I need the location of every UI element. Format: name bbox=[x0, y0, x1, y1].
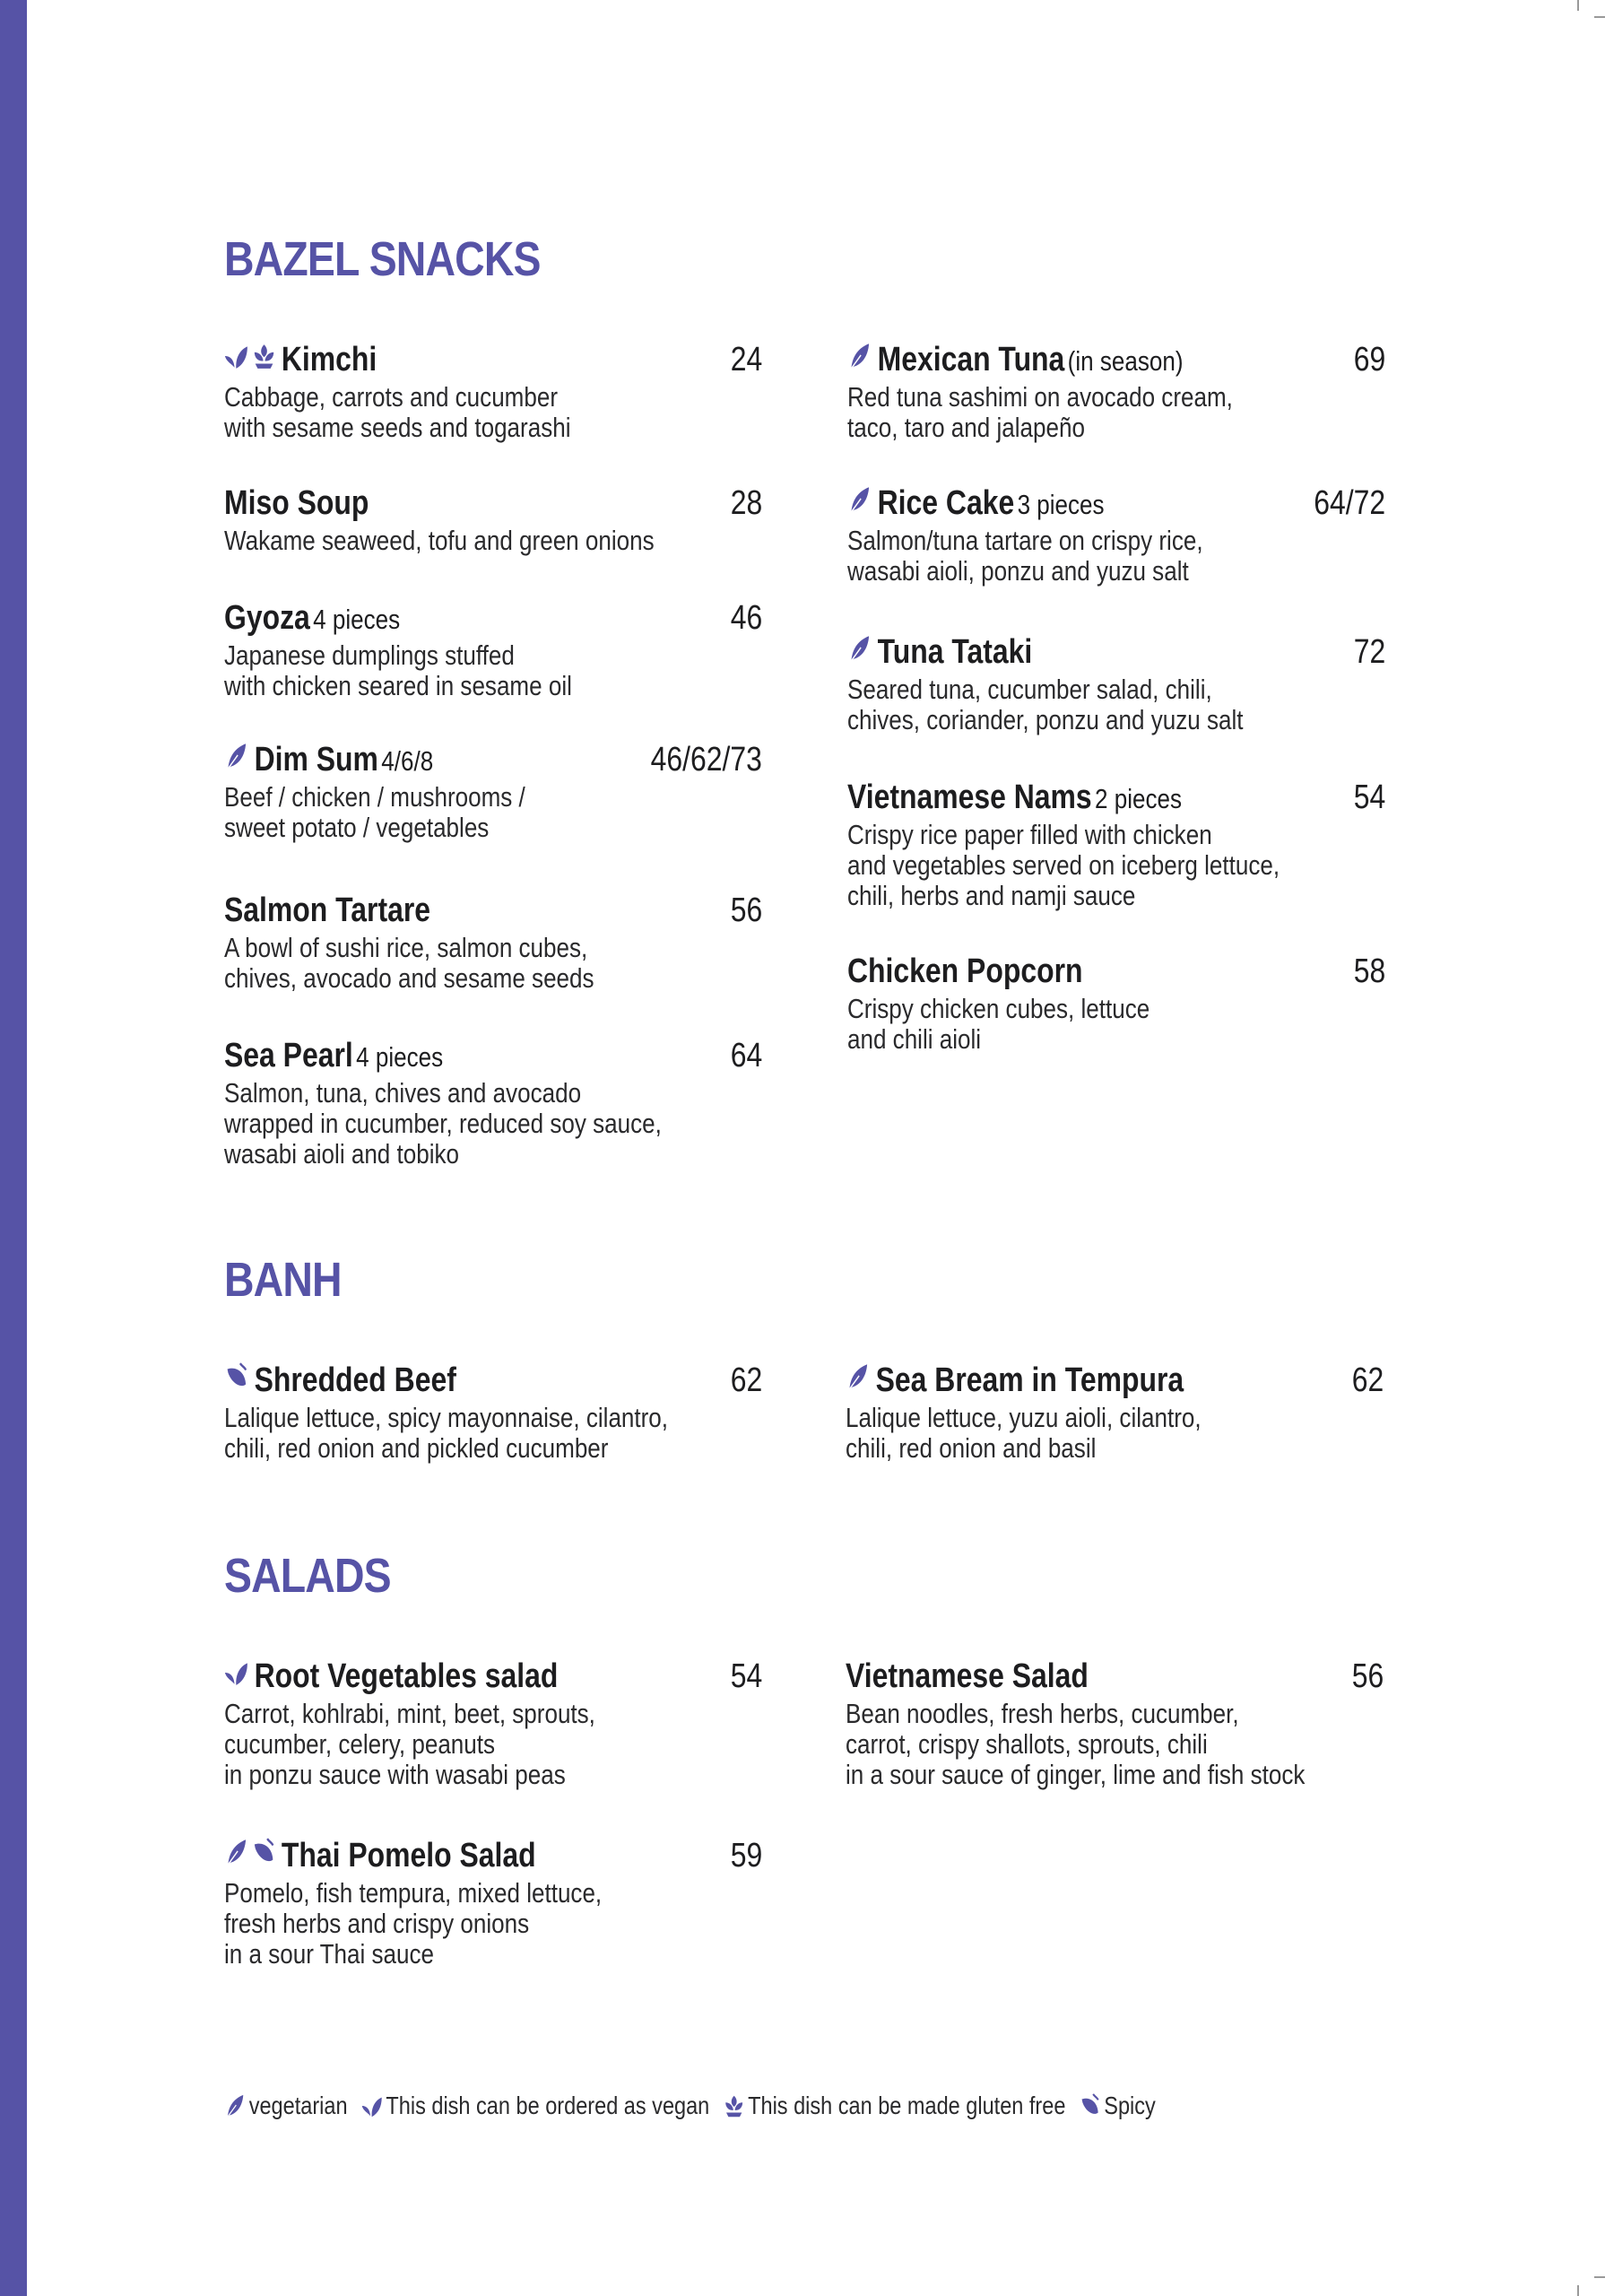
menu-item-name bbox=[847, 631, 1032, 674]
vegetarian-icon bbox=[224, 741, 250, 771]
menu-item-name bbox=[224, 1656, 558, 1699]
menu-item bbox=[224, 1656, 762, 1790]
menu-item-description: Beef / chicken / mushrooms / sweet potato / vegetables bbox=[224, 781, 525, 843]
vegetarian-icon bbox=[847, 341, 873, 371]
menu-item bbox=[847, 483, 1385, 587]
legend-entry bbox=[1080, 2086, 1156, 2126]
spicy-icon bbox=[1080, 2092, 1102, 2119]
menu-item-price: 56 bbox=[1351, 1657, 1384, 1695]
menu-item-header bbox=[224, 339, 762, 380]
menu-item bbox=[847, 777, 1385, 911]
dietary-icons bbox=[224, 1837, 278, 1878]
legend-entry bbox=[361, 2086, 710, 2126]
menu-item-description: Salmon/tuna tartare on crispy rice, wasabi aioli, ponzu and yuzu salt bbox=[847, 525, 1203, 587]
menu-item-title: Root Vegetables salad bbox=[254, 1657, 559, 1695]
menu-item-description: Wakame seaweed, tofu and green onions bbox=[224, 525, 655, 556]
menu-item bbox=[224, 890, 762, 994]
menu-item-title: Thai Pomelo Salad bbox=[281, 1837, 536, 1874]
menu-item-price: 62 bbox=[1351, 1361, 1384, 1399]
crop-mark bbox=[1594, 16, 1605, 18]
legend-entry bbox=[224, 2086, 348, 2126]
menu-item-price: 54 bbox=[1353, 778, 1385, 816]
dietary-legend bbox=[224, 2086, 1169, 2126]
menu-item-name bbox=[847, 483, 1105, 526]
menu-item-title: Gyoza bbox=[224, 599, 310, 637]
menu-item-name bbox=[846, 1360, 1184, 1403]
menu-item-name bbox=[224, 1835, 536, 1878]
menu-item-price: 46 bbox=[730, 599, 762, 637]
menu-item-quantity: 3 pieces bbox=[1017, 489, 1105, 520]
dietary-icons bbox=[224, 1361, 251, 1403]
menu-item-description: Lalique lettuce, spicy mayonnaise, cilantro, chili, red onion and pickled cucumber bbox=[224, 1402, 669, 1464]
menu-item-name bbox=[224, 739, 433, 782]
menu-item bbox=[224, 1835, 762, 1970]
menu-item-price: 64 bbox=[730, 1037, 762, 1074]
menu-item-description: Cabbage, carrots and cucumber with sesame seeds and togarashi bbox=[224, 381, 571, 443]
menu-item-price: 64/72 bbox=[1314, 484, 1385, 522]
menu-item bbox=[846, 1656, 1384, 1790]
menu-item-header bbox=[224, 1360, 762, 1401]
menu-item-price: 59 bbox=[730, 1837, 762, 1874]
left-accent-bar bbox=[0, 0, 27, 2296]
menu-item-header bbox=[847, 631, 1385, 673]
menu-item-quantity: (in season) bbox=[1067, 345, 1184, 377]
menu-item-title: Chicken Popcorn bbox=[847, 952, 1083, 990]
menu-item bbox=[847, 951, 1385, 1055]
menu-item bbox=[224, 739, 762, 843]
spicy-icon bbox=[251, 1837, 277, 1867]
dietary-icons bbox=[224, 741, 251, 782]
menu-item-name bbox=[224, 597, 400, 640]
menu-item-price: 28 bbox=[730, 484, 762, 522]
menu-item-header bbox=[224, 890, 762, 931]
vegetarian-icon bbox=[224, 1837, 250, 1867]
menu-item-header bbox=[224, 597, 762, 639]
menu-item-name bbox=[224, 1360, 456, 1403]
menu-item-price: 58 bbox=[1353, 952, 1385, 990]
vegan-icon bbox=[224, 341, 250, 371]
vegetarian-icon bbox=[847, 633, 873, 664]
legend-label: Spicy bbox=[1104, 2092, 1156, 2119]
gluten-free-icon bbox=[723, 2092, 745, 2119]
menu-item-description: Crispy rice paper filled with chicken and vegetables served on iceberg lettuce, chili, herbs and namji sauce bbox=[847, 819, 1280, 911]
menu-item bbox=[224, 1035, 762, 1170]
vegetarian-icon bbox=[847, 484, 873, 515]
menu-item bbox=[224, 597, 762, 701]
menu-item-description: Crispy chicken cubes, lettuce and chili aioli bbox=[847, 993, 1150, 1055]
menu-item-header bbox=[224, 1656, 762, 1697]
vegetarian-icon bbox=[224, 2092, 247, 2119]
menu-item-title: Vietnamese Nams bbox=[847, 778, 1092, 816]
menu-item-price: 56 bbox=[730, 891, 762, 929]
dietary-icons bbox=[847, 633, 874, 674]
menu-item-price: 69 bbox=[1353, 341, 1385, 378]
menu-item-description: Salmon, tuna, chives and avocado wrapped in cucumber, reduced soy sauce, wasabi aioli and tobiko bbox=[224, 1077, 662, 1170]
menu-item-price: 54 bbox=[730, 1657, 762, 1695]
menu-item-title: Mexican Tuna bbox=[877, 341, 1065, 378]
menu-item-title: Rice Cake bbox=[877, 484, 1015, 522]
menu-item-price: 62 bbox=[730, 1361, 762, 1399]
menu-item-name bbox=[224, 483, 369, 524]
legend-label: vegetarian bbox=[248, 2092, 348, 2119]
gluten-free-icon bbox=[251, 341, 277, 371]
menu-item-title: Salmon Tartare bbox=[224, 891, 431, 929]
legend-label: This dish can be made gluten free bbox=[748, 2092, 1066, 2119]
menu-item-name bbox=[224, 1035, 443, 1078]
menu-page bbox=[224, 0, 1390, 2296]
menu-item-title: Tuna Tataki bbox=[877, 633, 1033, 671]
crop-mark bbox=[1577, 2285, 1579, 2296]
menu-item-title: Kimchi bbox=[281, 341, 377, 378]
menu-item bbox=[224, 483, 762, 556]
menu-item-header bbox=[224, 1035, 762, 1076]
menu-item-title: Shredded Beef bbox=[254, 1361, 456, 1399]
crop-mark bbox=[1577, 0, 1579, 11]
menu-item-price: 24 bbox=[730, 341, 762, 378]
vegan-icon bbox=[224, 1657, 250, 1688]
menu-item-price: 46/62/73 bbox=[650, 741, 762, 778]
dietary-icons bbox=[847, 341, 874, 382]
vegan-icon bbox=[361, 2092, 384, 2119]
menu-item-description: Red tuna sashimi on avocado cream, taco, taro and jalapeño bbox=[847, 381, 1233, 443]
menu-item-description: Bean noodles, fresh herbs, cucumber, carrot, crispy shallots, sprouts, chili in a sour sauce of ginger, lime and fish stock bbox=[846, 1698, 1306, 1790]
menu-item-name bbox=[847, 951, 1083, 992]
menu-item-title: Miso Soup bbox=[224, 484, 369, 522]
menu-item bbox=[847, 339, 1385, 443]
menu-item-description: Pomelo, fish tempura, mixed lettuce, fresh herbs and crispy onions in a sour Thai sauce bbox=[224, 1877, 603, 1970]
menu-item-quantity: 4/6/8 bbox=[381, 745, 434, 777]
menu-item-title: Sea Bream in Tempura bbox=[875, 1361, 1184, 1399]
menu-item-name bbox=[224, 339, 377, 382]
menu-item-name bbox=[847, 339, 1183, 382]
menu-item-header bbox=[224, 1835, 762, 1876]
section-title-banh: BANH bbox=[224, 1253, 342, 1307]
menu-item-name bbox=[847, 777, 1182, 820]
menu-item-quantity: 4 pieces bbox=[356, 1041, 444, 1073]
menu-item-header bbox=[847, 777, 1385, 818]
menu-item-title: Sea Pearl bbox=[224, 1037, 353, 1074]
menu-item-description: Lalique lettuce, yuzu aioli, cilantro, chili, red onion and basil bbox=[846, 1402, 1202, 1464]
menu-item-price: 72 bbox=[1353, 633, 1385, 671]
menu-item bbox=[224, 1360, 762, 1464]
menu-item-header bbox=[847, 951, 1385, 992]
legend-entry bbox=[723, 2086, 1065, 2126]
section-title-bazel-snacks: BAZEL SNACKS bbox=[224, 232, 541, 286]
menu-item-name bbox=[224, 890, 430, 931]
menu-item-name bbox=[846, 1656, 1089, 1697]
menu-item-header bbox=[224, 483, 762, 524]
menu-item bbox=[847, 631, 1385, 735]
dietary-icons bbox=[846, 1361, 872, 1403]
menu-item-header bbox=[846, 1360, 1384, 1401]
menu-item-description: A bowl of sushi rice, salmon cubes, chives, avocado and sesame seeds bbox=[224, 932, 594, 994]
menu-item-header bbox=[847, 339, 1385, 380]
dietary-icons bbox=[224, 341, 278, 382]
menu-item bbox=[846, 1360, 1384, 1464]
crop-mark bbox=[1594, 2276, 1605, 2278]
menu-item-header bbox=[847, 483, 1385, 524]
menu-item-quantity: 4 pieces bbox=[313, 604, 401, 635]
menu-item-quantity: 2 pieces bbox=[1095, 783, 1183, 814]
legend-label: This dish can be ordered as vegan bbox=[386, 2092, 710, 2119]
menu-item-title: Vietnamese Salad bbox=[846, 1657, 1089, 1695]
menu-item-header bbox=[846, 1656, 1384, 1697]
menu-item-header bbox=[224, 739, 762, 780]
vegetarian-icon bbox=[846, 1361, 872, 1392]
menu-item-description: Japanese dumplings stuffed with chicken seared in sesame oil bbox=[224, 639, 572, 701]
menu-item-description: Seared tuna, cucumber salad, chili, chives, coriander, ponzu and yuzu salt bbox=[847, 674, 1244, 735]
section-title-salads: SALADS bbox=[224, 1549, 391, 1603]
menu-item bbox=[224, 339, 762, 443]
menu-item-description: Carrot, kohlrabi, mint, beet, sprouts, cucumber, celery, peanuts in ponzu sauce with wasabi peas bbox=[224, 1698, 595, 1790]
dietary-icons bbox=[847, 484, 874, 526]
dietary-icons bbox=[224, 1657, 251, 1699]
spicy-icon bbox=[224, 1361, 250, 1392]
menu-item-title: Dim Sum bbox=[254, 741, 378, 778]
